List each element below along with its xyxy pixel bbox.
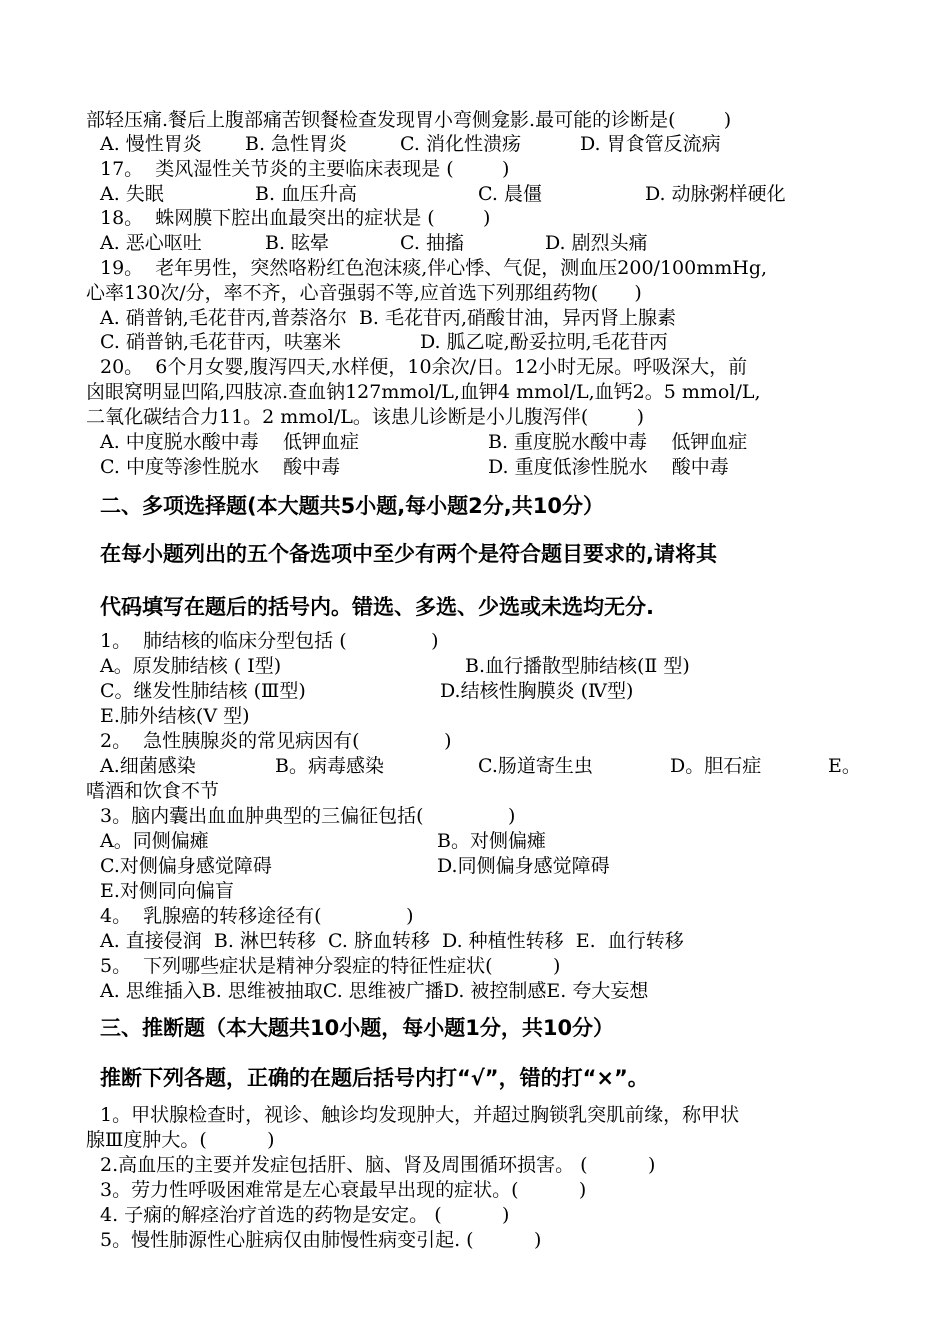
option: A.细菌感染 — [100, 755, 196, 777]
jq2: 2.高血压的主要并发症包括肝、脑、肾及周围循环损害。 ( ) — [100, 1154, 656, 1176]
option: D. 胃食管反流病 — [580, 133, 721, 155]
mq5-options: A. 思维插入B. 思维被抽取C. 思维被广播D. 被控制感E. 夸大妄想 — [100, 980, 649, 1002]
mq3-options-ab — [0, 829, 950, 853]
option: A. 恶心呕吐 — [100, 232, 202, 254]
jq3: 3。劳力性呼吸困难常是左心衰最早出现的症状。( ) — [100, 1179, 587, 1201]
q18-options — [0, 231, 950, 255]
section2-heading: 二、多项选择题(本大题共5小题,每小题2分,共10分） — [100, 494, 604, 518]
option: A. 失眠 — [100, 183, 164, 205]
option: D. 重度低渗性脱水 酸中毒 — [488, 456, 729, 478]
mq5-stem: 5。 下列哪些症状是精神分裂症的特征性症状( ) — [100, 955, 561, 977]
jq1-line-2: 腺Ⅲ度肿大。( ) — [86, 1129, 275, 1151]
q19-stem-1: 19。 老年男性，突然咯粉红色泡沫痰,伴心悸、气促，测血压200/100mmHg, — [100, 257, 768, 279]
mq1-option-e: E.肺外结核(Ⅴ 型) — [100, 705, 250, 727]
mq2-option-e-cont: 嗜酒和饮食不节 — [86, 780, 220, 802]
option: D. 剧烈头痛 — [545, 232, 648, 254]
option: C. 硝普钠,毛花苷丙，呋塞米 — [100, 331, 341, 353]
option: D.同侧偏身感觉障碍 — [437, 855, 610, 877]
mq2-stem: 2。 急性胰腺炎的常见病因有( ) — [100, 730, 452, 752]
q20-stem-3: 二氧化碳结合力11。2 mmol/L。该患儿诊断是小儿腹泻伴( ) — [86, 406, 645, 428]
option: A。原发肺结核 ( Ⅰ型) — [100, 655, 282, 677]
q16-stem-tail: 部轻压痛.餐后上腹部痛苦钡餐检查发现胃小弯侧龛影.最可能的诊断是( ) — [86, 109, 732, 131]
q20-options-cd — [0, 455, 950, 479]
option: C. 抽搐 — [400, 232, 464, 254]
q19-options-ab: A. 硝普钠,毛花苷丙,普萘洛尔 B. 毛花苷丙,硝酸甘油，异丙肾上腺素 — [100, 307, 677, 329]
mq4-options: A. 直接侵润 B. 淋巴转移 C. 脐血转移 D. 种植性转移 E. 血行转移 — [100, 930, 684, 952]
mq4-stem: 4。 乳腺癌的转移途径有( ) — [100, 905, 414, 927]
q16-options — [0, 132, 950, 156]
section2-instructions-1: 在每小题列出的五个备选项中至少有两个是符合题目要求的,请将其 — [100, 542, 717, 566]
q18-stem: 18。 蛛网膜下腔出血最突出的症状是 ( ) — [100, 207, 491, 229]
option: B.血行播散型肺结核(Ⅱ 型) — [465, 655, 690, 677]
q19-options-cd — [0, 330, 950, 354]
option: C.对侧偏身感觉障碍 — [100, 855, 272, 877]
option: C。继发性肺结核 (Ⅲ型) — [100, 680, 306, 702]
jq1-line-1: 1。甲状腺检查时，视诊、触诊均发现肿大，并超过胸锁乳突肌前缘，称甲状 — [100, 1104, 740, 1126]
mq1-options-cd — [0, 679, 950, 703]
option: A. 中度脱水酸中毒 低钾血症 — [100, 431, 359, 453]
option: C.肠道寄生虫 — [478, 755, 593, 777]
option: B. 眩晕 — [265, 232, 330, 254]
option: B。对侧偏瘫 — [437, 830, 546, 852]
q20-options-ab — [0, 430, 950, 454]
mq3-stem: 3。脑内囊出血血肿典型的三偏征包括( ) — [100, 805, 516, 827]
option: C. 消化性溃疡 — [400, 133, 521, 155]
option: A。同侧偏瘫 — [100, 830, 209, 852]
q20-stem-2: 囟眼窝明显凹陷,四肢凉.查血钠127mmol/L,血钾4 mmol/L,血钙2。5 mmol/L, — [86, 381, 761, 403]
section2-instructions-2: 代码填写在题后的括号内。错选、多选、少选或未选均无分. — [100, 595, 654, 619]
option: C. 晨僵 — [478, 183, 542, 205]
option: D.结核性胸膜炎 (Ⅳ型) — [440, 680, 634, 702]
option: B. 急性胃炎 — [245, 133, 348, 155]
option: D. 动脉粥样硬化 — [645, 183, 786, 205]
option: D。胆石症 — [670, 755, 762, 777]
option: B. 血压升高 — [255, 183, 358, 205]
mq2-options — [0, 754, 950, 778]
option: C. 中度等渗性脱水 酸中毒 — [100, 456, 341, 478]
option: E。 — [828, 755, 861, 777]
option: B. 重度脱水酸中毒 低钾血症 — [488, 431, 748, 453]
jq4: 4. 子痫的解痉治疗首选的药物是安定。 ( ) — [100, 1204, 510, 1226]
option: D. 胍乙啶,酚妥拉明,毛花苷丙 — [420, 331, 668, 353]
option: B。病毒感染 — [275, 755, 384, 777]
jq5: 5。慢性肺源性心脏病仅由肺慢性病变引起. ( ) — [100, 1229, 542, 1251]
option: A. 慢性胃炎 — [100, 133, 202, 155]
mq3-options-cd — [0, 854, 950, 878]
q20-stem-1: 20。 6个月女婴,腹泻四天,水样便，10余次/日。12小时无尿。呼吸深大，前 — [100, 356, 748, 378]
q17-stem: 17。 类风湿性关节炎的主要临床表现是 ( ) — [100, 158, 510, 180]
mq1-options-ab — [0, 654, 950, 678]
mq3-option-e: E.对侧同向偏盲 — [100, 880, 234, 902]
q19-stem-2: 心率130次/分，率不齐，心音强弱不等,应首选下列那组药物( ) — [86, 282, 642, 304]
section3-instructions: 推断下列各题，正确的在题后括号内打“√”，错的打“×”。 — [100, 1066, 649, 1090]
q17-options — [0, 182, 950, 206]
mq1-stem: 1。 肺结核的临床分型包括 ( ) — [100, 630, 439, 652]
section3-heading: 三、推断题（本大题共10小题，每小题1分，共10分） — [100, 1016, 615, 1040]
